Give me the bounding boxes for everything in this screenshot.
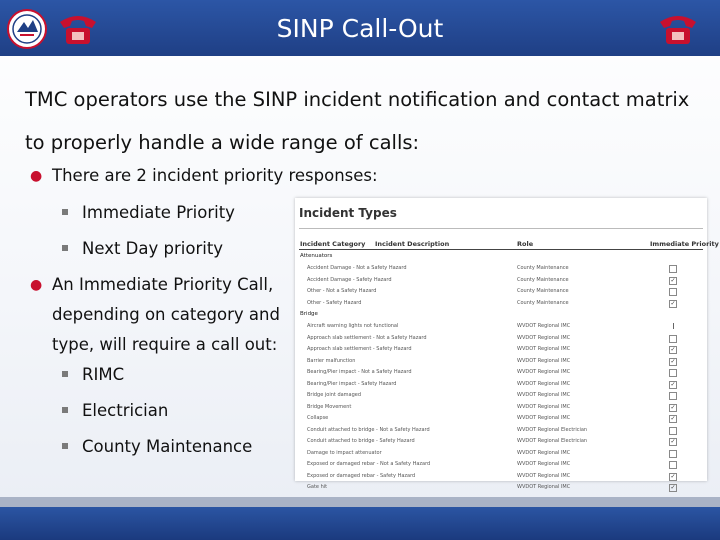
incident-types-table (295, 198, 719, 491)
priority-checkbox-checked: ✓ (670, 346, 676, 353)
incident-role: WVDOT Regional IMC (517, 380, 571, 387)
priority-checkbox-checked: ✓ (670, 276, 676, 284)
priority-checkbox (669, 335, 677, 343)
incident-description: Aircraft warning lights not functional (307, 323, 399, 329)
square-bullet-icon (62, 371, 68, 377)
priority-checkbox (669, 461, 677, 469)
bullet-dot-icon: ● (30, 168, 43, 184)
incident-description: Other - Safety Hazard (307, 299, 362, 306)
incident-description: Exposed or damaged rebar - Not a Safety Hazard (307, 461, 431, 467)
incident-role: County Maintenance (517, 288, 569, 294)
table-row (295, 344, 707, 354)
incident-role: County Maintenance (517, 265, 569, 271)
square-bullet-icon (62, 407, 68, 413)
incident-role: WVDOT Regional IMC (517, 461, 571, 467)
table-row (295, 379, 707, 389)
priority-checkbox-checked: ✓ (670, 380, 676, 388)
table-row (295, 263, 707, 273)
incident-description: Other - Not a Safety Hazard (307, 288, 377, 294)
incident-role: County Maintenance (517, 276, 569, 283)
table-row (295, 436, 707, 446)
incident-description: Bridge joint damaged (307, 392, 362, 398)
incident-description: Conduit attached to bridge - Not a Safety Hazard (307, 426, 430, 433)
sub-bullet-item: County Maintenance (62, 437, 252, 456)
priority-checkbox (669, 265, 677, 273)
incident-role: WVDOT Regional Electrician (517, 438, 588, 444)
sub-bullet-item: RIMC (62, 365, 124, 384)
incident-description: Approach slab settlement - Safety Hazard (307, 346, 412, 352)
column-header: Role (517, 240, 534, 248)
intro-paragraph: TMC operators use the SINP incident notification and contact matrix to properly handle a wide range of calls: (25, 88, 690, 154)
table-group-label: Bridge (300, 311, 318, 317)
table-row (295, 425, 707, 435)
table-row (295, 413, 707, 423)
incident-description: Bearing/Pier impact - Not a Safety Hazard (307, 369, 412, 375)
incident-role: WVDOT Regional IMC (517, 472, 571, 479)
footer-bar (0, 507, 720, 540)
table-row (295, 448, 707, 458)
bullet-dot-icon: ● (30, 277, 43, 293)
square-bullet-icon (62, 245, 68, 251)
title-bar (0, 0, 720, 56)
incident-description: Collapse (307, 415, 329, 421)
table-row (295, 321, 707, 331)
column-header: Incident Description (375, 240, 450, 248)
incident-role: WVDOT Regional IMC (517, 392, 571, 398)
table-row (295, 298, 707, 308)
priority-checkbox-checked: ✓ (670, 415, 676, 422)
sub-bullet-item: Next Day priority (62, 239, 223, 258)
priority-checkbox-checked: ✓ (670, 403, 676, 411)
table-row (295, 333, 707, 343)
square-bullet-icon (62, 209, 68, 215)
incident-role: WVDOT Regional IMC (517, 323, 571, 329)
column-header: Immediate Priority (650, 240, 719, 248)
table-row (295, 471, 707, 481)
incident-role: WVDOT Regional IMC (517, 334, 571, 341)
incident-role: WVDOT Regional IMC (517, 346, 571, 352)
telephone-icon (656, 8, 700, 48)
table-row (295, 482, 707, 492)
incident-role: County Maintenance (517, 299, 569, 306)
incident-description: Exposed or damaged rebar - Safety Hazard (307, 472, 416, 479)
sub-bullet-item: Immediate Priority (62, 203, 235, 222)
incident-description: Bearing/Pier impact - Safety Hazard (307, 380, 397, 387)
incident-description: Gate hit (307, 484, 328, 490)
incident-role: WVDOT Regional IMC (517, 369, 571, 375)
priority-checkbox (669, 369, 677, 377)
incident-description: Damage to impact attenuator (307, 449, 382, 456)
table-row (295, 390, 707, 400)
page-title: SINP Call-Out (276, 14, 444, 43)
incident-description: Accident Damage - Safety Hazard (307, 276, 392, 283)
table-row (295, 459, 707, 469)
priority-checkbox-checked: ✓ (670, 438, 676, 445)
column-header: Incident Category (300, 240, 366, 248)
incident-description: Barrier malfunction (307, 357, 356, 364)
incident-description: Bridge Movement (307, 403, 352, 410)
divider (299, 228, 703, 229)
table-title: Incident Types (299, 206, 397, 220)
divider (299, 249, 703, 250)
incident-role: WVDOT Regional IMC (517, 415, 571, 421)
table-row (295, 275, 707, 285)
incident-role: WVDOT Regional IMC (517, 403, 571, 410)
incident-description: Accident Damage - Not a Safety Hazard (307, 265, 407, 271)
incident-role: WVDOT Regional IMC (517, 357, 571, 364)
priority-checkbox (669, 450, 677, 458)
priority-indicator (673, 323, 674, 329)
priority-checkbox (669, 288, 677, 296)
priority-checkbox-checked: ✓ (670, 357, 676, 365)
priority-checkbox-checked: ✓ (670, 299, 676, 307)
incident-role: WVDOT Regional IMC (517, 484, 571, 490)
incident-role: WVDOT Regional IMC (517, 449, 571, 456)
table-group-label: Attenuators (300, 253, 333, 259)
priority-checkbox-checked: ✓ (670, 472, 676, 480)
footer-band (0, 497, 720, 507)
table-row (295, 286, 707, 296)
incident-role: WVDOT Regional Electrician (517, 426, 588, 433)
table-row (295, 356, 707, 366)
incident-description: Approach slab settlement - Not a Safety Hazard (307, 334, 427, 341)
square-bullet-icon (62, 443, 68, 449)
sub-bullet-item: Electrician (62, 401, 168, 420)
table-row (295, 402, 707, 412)
priority-checkbox (669, 392, 677, 400)
priority-checkbox-checked: ✓ (670, 484, 676, 491)
table-row (295, 367, 707, 377)
incident-description: Conduit attached to bridge - Safety Hazard (307, 438, 415, 444)
priority-checkbox (669, 427, 677, 435)
